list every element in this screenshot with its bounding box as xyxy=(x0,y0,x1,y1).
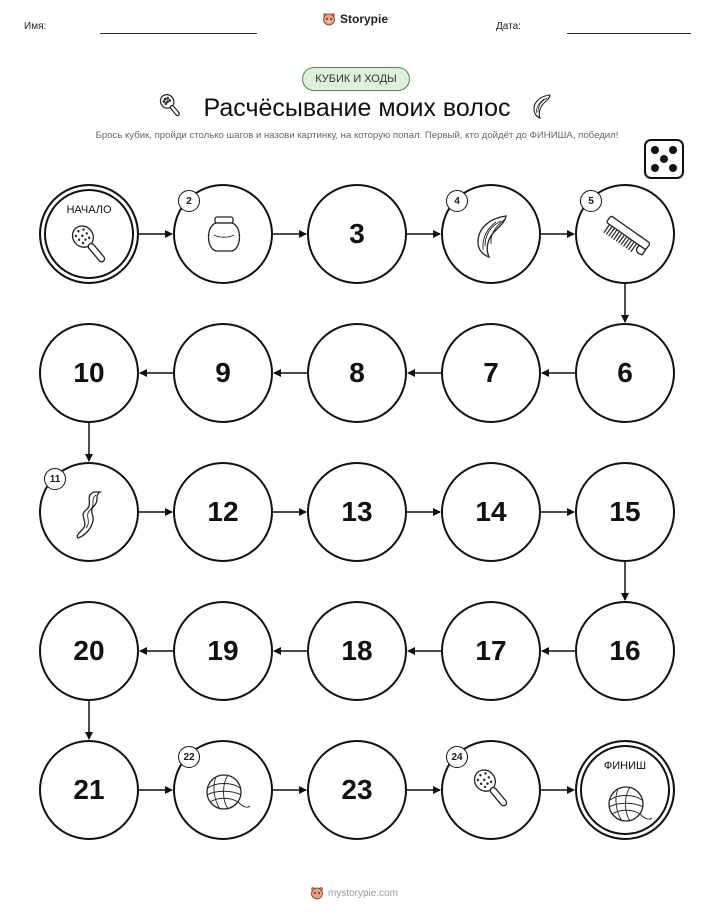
board-cell xyxy=(173,601,273,701)
start-label: НАЧАЛО xyxy=(66,204,112,216)
storypie-mascot-icon xyxy=(310,886,324,900)
finish-label: ФИНИШ xyxy=(603,760,647,772)
cell-number: 23 xyxy=(341,774,373,805)
page-title: Расчёсывание моих волос xyxy=(203,94,511,122)
board-cell xyxy=(575,462,675,562)
brand-name: Storypie xyxy=(340,12,389,26)
category-badge: КУБИК И ХОДЫ xyxy=(302,67,410,91)
board-cell xyxy=(307,601,407,701)
cell-number: 16 xyxy=(609,635,641,666)
cell-number-badge: 2 xyxy=(178,190,200,212)
name-label: Имя: xyxy=(24,21,47,32)
cell-number: 21 xyxy=(73,774,105,805)
board-cell xyxy=(307,740,407,840)
cell-number-badge: 5 xyxy=(580,190,602,212)
yarn-ball-icon xyxy=(194,764,254,820)
wavy-hair-icon xyxy=(60,486,120,542)
board-cell xyxy=(39,323,139,423)
board-cell xyxy=(575,323,675,423)
cell-number: 14 xyxy=(475,496,507,527)
jar-icon xyxy=(194,208,254,264)
board-cell xyxy=(441,462,541,562)
hair-lock-icon xyxy=(462,208,522,264)
cell-number: 20 xyxy=(73,635,105,666)
board-cell xyxy=(575,601,675,701)
cell-number: 10 xyxy=(73,357,105,388)
footer-url[interactable]: mystorypie.com xyxy=(328,887,399,899)
cell-number: 6 xyxy=(617,357,633,388)
date-label: Дата: xyxy=(496,21,521,32)
footer xyxy=(310,886,398,900)
yarn-ball-icon xyxy=(596,776,656,832)
hairbrush-icon xyxy=(462,764,522,820)
board-cell xyxy=(307,462,407,562)
finish-cell xyxy=(575,740,675,840)
cell-number: 17 xyxy=(475,635,507,666)
cell-number: 15 xyxy=(609,496,641,527)
cell-number: 12 xyxy=(207,496,239,527)
cell-number-badge: 22 xyxy=(178,746,200,768)
cell-number: 18 xyxy=(341,635,373,666)
hairbrush-icon xyxy=(60,220,120,276)
cell-number: 8 xyxy=(349,357,365,388)
cell-number: 7 xyxy=(483,357,499,388)
cell-number-badge: 4 xyxy=(446,190,468,212)
board-cell xyxy=(441,601,541,701)
cell-number: 3 xyxy=(349,218,365,249)
instructions: Брось кубик, пройди столько шагов и назови картинку, на которую попал. Первый, кто дойдёт до ФИНИША, победил! xyxy=(95,130,619,141)
comb-icon xyxy=(596,208,656,264)
board-cell xyxy=(173,323,273,423)
board-cell xyxy=(441,323,541,423)
board-cell xyxy=(173,462,273,562)
board-cell xyxy=(307,323,407,423)
cell-number-badge: 24 xyxy=(446,746,468,768)
cell-number-badge: 11 xyxy=(44,468,66,490)
board-cell xyxy=(39,601,139,701)
board-cell xyxy=(39,740,139,840)
board-cell xyxy=(307,184,407,284)
cell-number: 13 xyxy=(341,496,373,527)
cell-number: 19 xyxy=(207,635,239,666)
start-cell xyxy=(39,184,139,284)
cell-number: 9 xyxy=(215,357,231,388)
